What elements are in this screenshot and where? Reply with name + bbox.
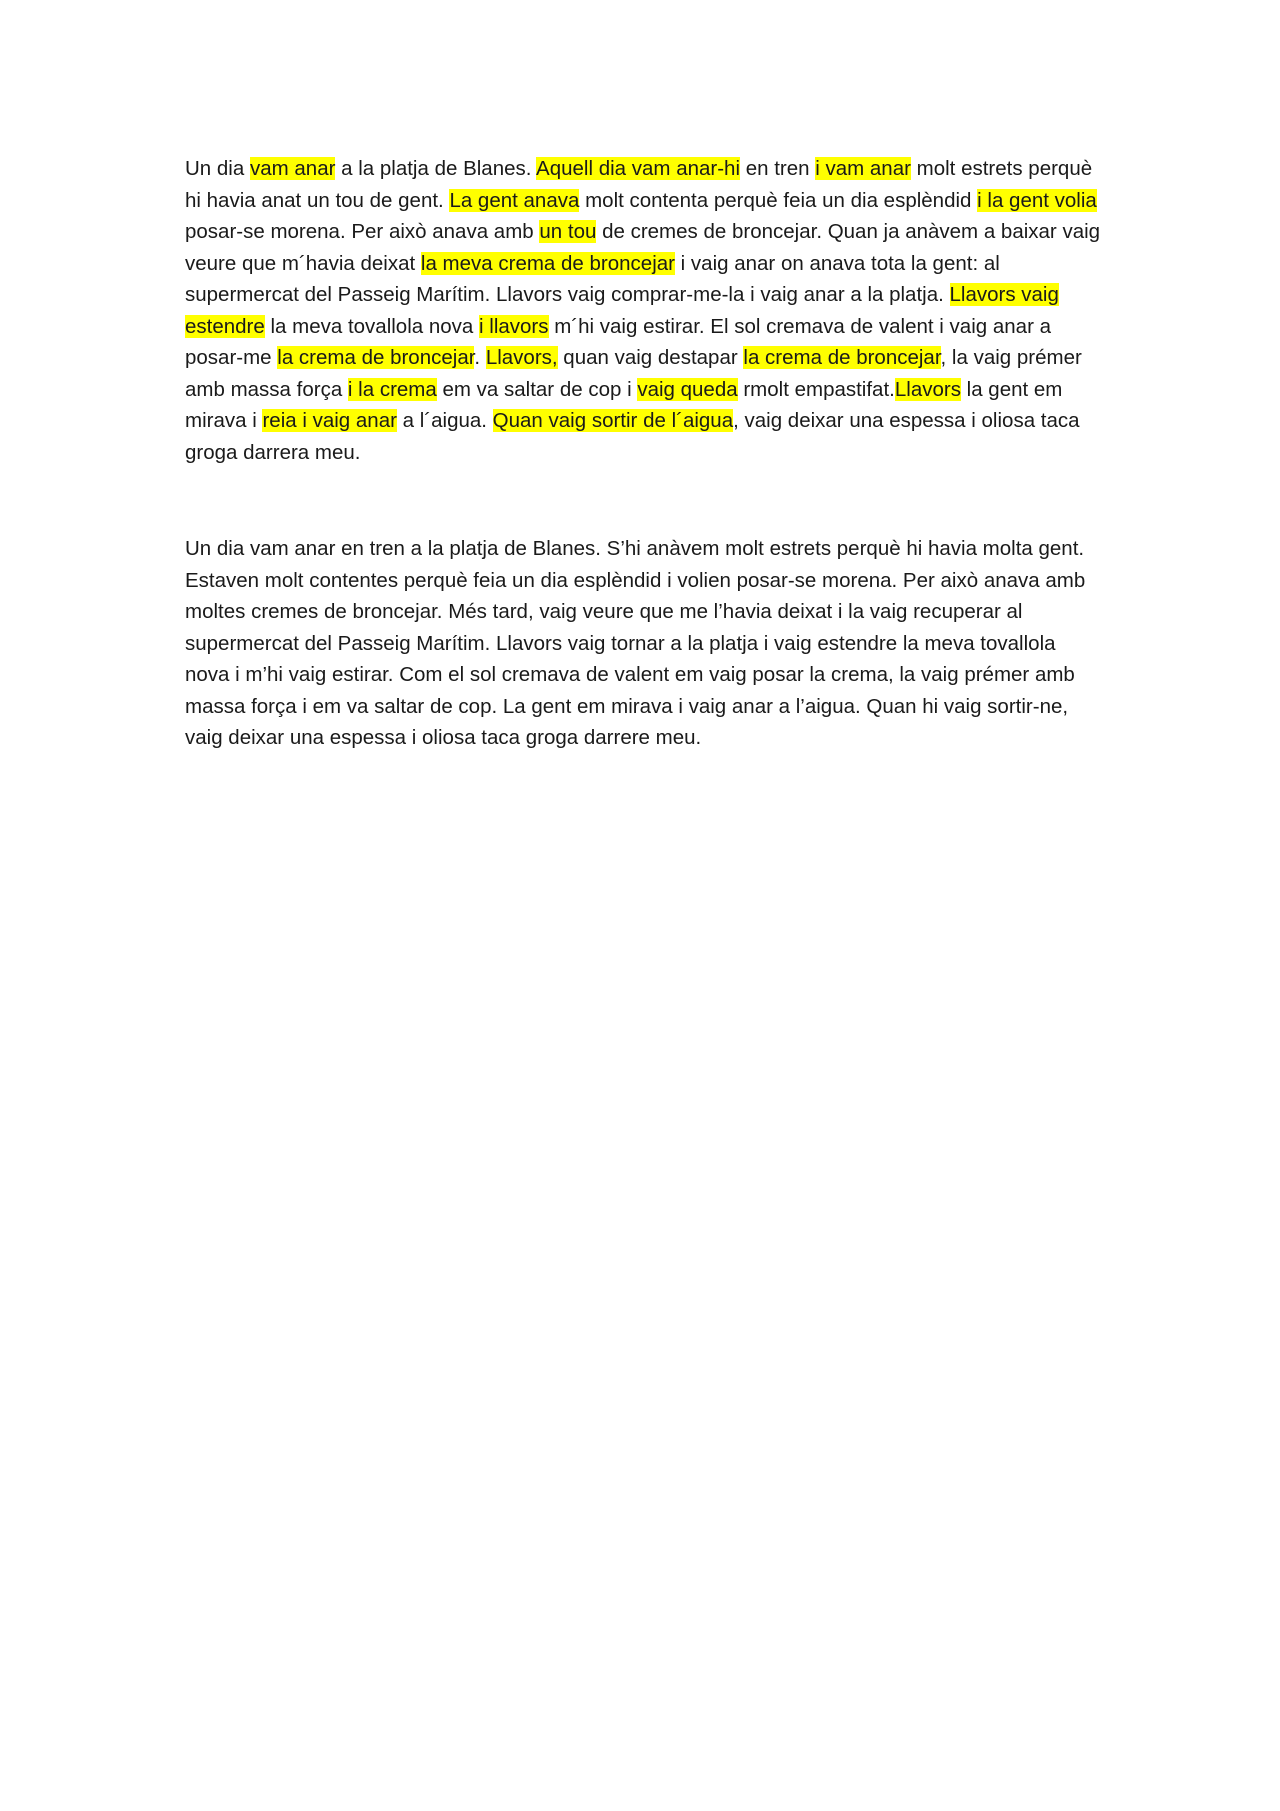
highlighted-phrase: Llavors, (485, 346, 558, 369)
highlighted-phrase: Llavors vaig estendre (185, 283, 1059, 338)
text-segment: la meva tovallola nova (264, 314, 480, 338)
text-segment: quan vaig destapar (557, 346, 744, 369)
text-segment: molt estrets perquè hi havia anat un tou de gent. (185, 157, 1093, 212)
highlighted-phrase: la crema de broncejar (743, 346, 941, 369)
highlighted-phrase: la meva crema de broncejar (420, 251, 675, 275)
highlighted-phrase: i vam anar (815, 157, 911, 180)
text-segment: . (474, 346, 486, 369)
highlighted-phrase: La gent anava (449, 188, 580, 212)
highlighted-phrase: i la crema (347, 377, 437, 401)
text-segment: a la platja de Blanes. (335, 157, 537, 180)
text-segment: em va saltar de cop i (436, 377, 638, 401)
text-segment: m´hi vaig estirar. El sol cremava de valent i vaig anar a posar-me (185, 314, 1051, 369)
highlighted-phrase: reia i vaig anar (262, 409, 397, 432)
text-segment: i vaig anar on anava tota la gent: al supermercat del Passeig Marítim. Llavors vaig comprar-me-la i vaig anar a la platja. (185, 251, 1000, 306)
highlighted-phrase: la crema de broncejar (277, 346, 475, 369)
text-segment: la gent em mirava i (185, 377, 1063, 432)
text-segment: Un dia (185, 157, 250, 180)
text-segment: en tren (740, 157, 816, 180)
revised-paragraph: Un dia vam anar en tren a la platja de Blanes. S’hi anàvem molt estrets perquè hi havia molta gent. Estaven molt contentes perquè feia un dia esplèndid i volien posar-se morena. Per això anava amb moltes cremes de broncejar. Més tard, vaig veure que me l’havia deixat i la vaig recuperar al supermercat del Passeig Marítim. Llavors vaig tornar a la platja i vaig estendre la meva tovallola nova i m’hi vaig estirar. Com el sol cremava de valent em vaig posar la crema, la vaig prémer amb massa força i em va saltar de cop. La gent em mirava i vaig anar a l’aigua. Quan hi vaig sortir-ne, vaig deixar una espessa i oliosa taca groga darrere meu. (185, 537, 1086, 749)
text-segment: de cremes de broncejar. Quan ja anàvem a baixar vaig veure que m´havia deixat (185, 220, 1101, 275)
text-segment: , vaig deixar una espessa i oliosa taca groga darrera meu. (185, 409, 1080, 464)
highlighted-phrase: Quan vaig sortir de l´aigua (492, 409, 734, 432)
highlighted-phrase: vam anar (249, 157, 336, 180)
text-segment: rmolt empastifat. (737, 377, 895, 401)
highlighted-phrase: i la gent volia (977, 188, 1097, 212)
highlighted-phrase: Llavors (894, 377, 961, 401)
text-segment: posar-se morena. Per això anava amb (185, 220, 540, 243)
highlighted-phrase: Aquell dia vam anar-hi (536, 157, 741, 180)
highlighted-phrase: vaig queda (637, 377, 738, 401)
text-segment: , la vaig prémer amb massa força (185, 346, 1082, 401)
highlighted-phrase: un tou (539, 220, 597, 243)
text-segment: molt contenta perquè feia un dia esplèndid (579, 188, 978, 212)
original-paragraph (185, 153, 1105, 468)
highlighted-phrase: i llavors (479, 314, 549, 338)
text-segment: a l´aigua. (396, 409, 493, 432)
